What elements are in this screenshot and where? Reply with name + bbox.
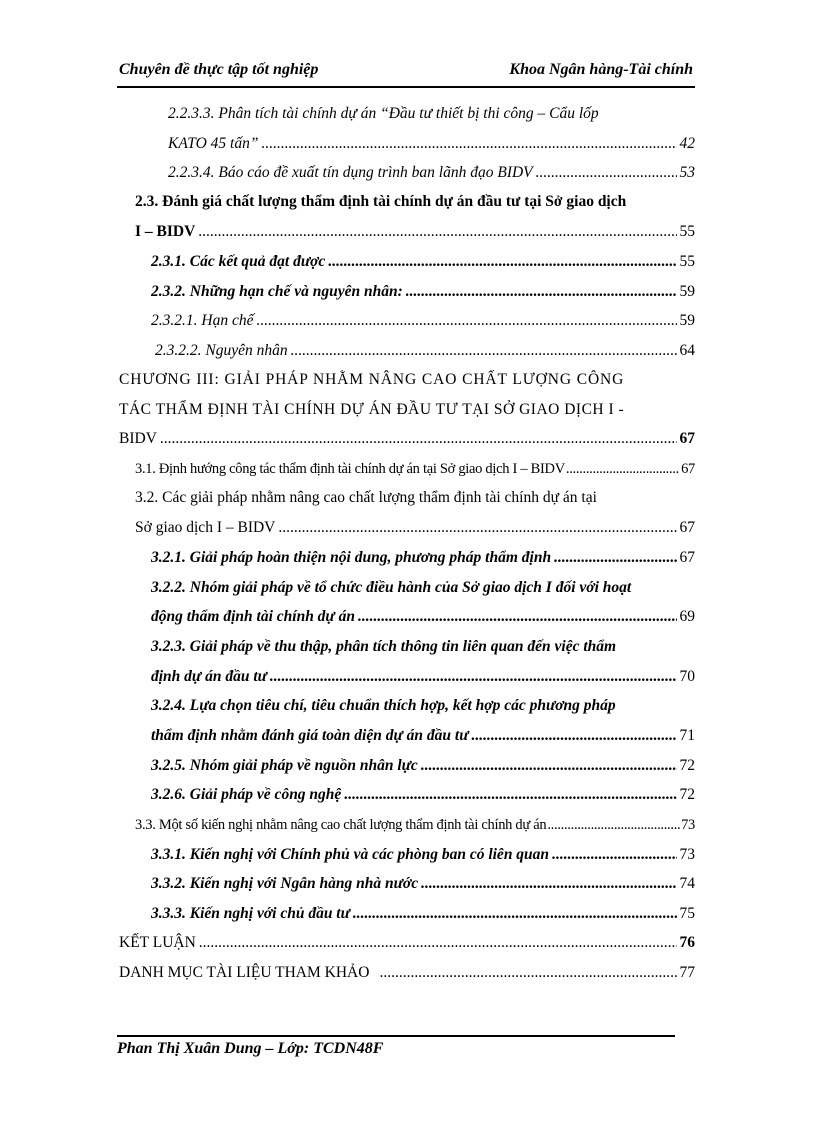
leader-dots	[256, 308, 676, 334]
leader-dots	[291, 338, 677, 364]
toc-entry-title: KẾT LUẬN	[119, 934, 196, 951]
toc-page-number: 59	[679, 283, 695, 300]
toc-entry-3-2-4-line2: thẩm định nhằm đánh giá toàn diện dự án đầu tư	[151, 727, 469, 744]
toc-page-number: 72	[679, 757, 695, 774]
toc-page-number: 69	[679, 608, 695, 625]
toc-entry-3-2-1	[151, 545, 695, 571]
leader-dots	[160, 426, 677, 452]
toc-entry-danh-muc	[119, 960, 695, 986]
toc-page-number: 64	[679, 342, 695, 359]
toc-entry-3-3-1	[151, 842, 695, 868]
leader-dots	[278, 515, 676, 541]
leader-dots	[421, 871, 676, 897]
toc-entry-3-2-4-line1: 3.2.4. Lựa chọn tiêu chí, tiêu chuẩn thích hợp, kết hợp các phương pháp	[151, 697, 616, 714]
toc-entry-3-2-line2: Sở giao dịch I – BIDV	[135, 519, 276, 536]
header-left: Chuyên đề thực tập tốt nghiệp	[119, 61, 319, 78]
page-header	[117, 58, 695, 88]
toc-entry-title: 3.2.6. Giải pháp về công nghệ	[151, 786, 342, 803]
toc-page-number: 67	[679, 519, 695, 536]
toc-entry-3-3-2	[151, 871, 695, 897]
toc-entry-2-3-2-1	[151, 308, 695, 334]
toc-entry-3-2-4	[151, 723, 695, 749]
toc-page-number: 72	[679, 786, 695, 803]
toc-page-number: 76	[679, 934, 695, 951]
toc-entry-title: 3.1. Định hướng công tác thẩm định tài chính dự án tại Sở giao dịch I – BIDV	[135, 461, 565, 477]
leader-dots	[552, 842, 676, 868]
toc-entry-3-2-2-line1: 3.2.2. Nhóm giải pháp về tổ chức điều hành của Sở giao dịch I đối với hoạt	[151, 579, 632, 596]
toc-entry-2-3-2-2	[155, 338, 695, 364]
leader-dots	[421, 753, 677, 779]
leader-dots	[554, 545, 676, 571]
leader-dots	[344, 782, 676, 808]
toc-chapter-3-line3: BIDV	[119, 430, 157, 447]
toc-entry-3-2-6	[151, 782, 695, 808]
toc-page-number: 59	[679, 312, 695, 329]
toc-entry-3-2-line1: 3.2. Các giải pháp nhằm nâng cao chất lượng thẩm định tài chính dự án tại	[135, 489, 597, 506]
toc-entry-3-2	[135, 515, 695, 541]
leader-dots	[198, 219, 676, 245]
leader-dots	[406, 279, 677, 305]
leader-dots	[379, 960, 676, 986]
toc-entry-title: 2.2.3.4. Báo cáo đề xuất tín dụng trình ban lãnh đạo BIDV	[168, 164, 533, 181]
toc-entry-3-2-3-line2: định dự án đầu tư	[151, 668, 267, 685]
leader-dots	[566, 456, 680, 482]
toc-entry-title: 3.3.1. Kiến nghị với Chính phủ và các phòng ban có liên quan	[151, 846, 550, 863]
toc-entry-title: 3.3.2. Kiến nghị với Ngân hàng nhà nước	[151, 875, 419, 892]
toc-page-number: 71	[679, 727, 695, 744]
toc-page-number: 73	[681, 817, 695, 833]
toc-page-number: 55	[679, 253, 695, 270]
toc-page-number: 73	[679, 846, 695, 863]
toc-page-number: 77	[679, 964, 695, 981]
toc-page-number: 70	[679, 668, 695, 685]
page-footer: Phan Thị Xuân Dung – Lớp: TCDN48F	[117, 1040, 384, 1057]
toc-entry-2-3	[135, 219, 695, 245]
toc-entry-2-2-3-4	[168, 160, 695, 186]
toc-entry-title: 2.3.2.2. Nguyên nhân	[155, 342, 288, 359]
toc-page-number: 75	[679, 905, 695, 922]
leader-dots	[270, 664, 677, 690]
toc-page-number: 67	[679, 430, 695, 447]
toc-entry-3-2-5	[151, 753, 695, 779]
toc-entry-title: 2.3.2.1. Hạn chế	[151, 312, 254, 329]
toc-entry-3-3-3	[151, 901, 695, 927]
leader-dots	[536, 160, 677, 186]
footer-divider	[117, 1035, 675, 1037]
toc-entry-3-2-2	[151, 604, 695, 630]
leader-dots	[328, 249, 676, 275]
toc-page-number: 67	[679, 549, 695, 566]
toc-entry-3-3	[135, 812, 695, 838]
toc-entry-title: 3.2.5. Nhóm giải pháp về nguồn nhân lực	[151, 757, 418, 774]
toc-entry-title: 3.2.1. Giải pháp hoàn thiện nội dung, phương pháp thẩm định	[151, 549, 552, 566]
toc-entry-2-2-3-3	[168, 131, 695, 157]
toc-entry-2-2-3-3-line1: 2.2.3.3. Phân tích tài chính dự án “Đầu tư thiết bị thi công – Cẩu lốp	[168, 105, 599, 122]
toc-entry-title: 3.3. Một số kiến nghị nhằm nâng cao chất lượng thẩm định tài chính dự án	[135, 817, 547, 833]
toc-entry-2-3-2	[151, 279, 695, 305]
toc-entry-2-3-1	[151, 249, 695, 275]
toc-page-number: 42	[679, 135, 695, 152]
toc-entry-3-2-3-line1: 3.2.3. Giải pháp về thu thập, phân tích thông tin liên quan đến việc thẩm	[151, 638, 617, 655]
toc-page-number: 67	[681, 461, 695, 477]
toc-entry-title: DANH MỤC TÀI LIỆU THAM KHẢO	[119, 964, 370, 981]
toc-entry-2-3-line1: 2.3. Đánh giá chất lượng thẩm định tài chính dự án đầu tư tại Sở giao dịch	[135, 193, 627, 210]
toc-entry-title: 2.3.1. Các kết quả đạt được	[151, 253, 326, 270]
toc-page-number: 55	[679, 223, 695, 240]
toc-chapter-3	[119, 426, 695, 452]
toc-chapter-3-line2: TÁC THẨM ĐỊNH TÀI CHÍNH DỰ ÁN ĐẦU TƯ TẠI SỞ GIAO DỊCH I -	[119, 401, 625, 418]
toc-entry-3-1	[135, 456, 695, 482]
toc-page-number: 74	[679, 875, 695, 892]
header-right: Khoa Ngân hàng-Tài chính	[509, 61, 693, 78]
toc-entry-ket-luan	[119, 930, 695, 956]
leader-dots	[199, 930, 677, 956]
leader-dots	[547, 812, 680, 838]
toc-entry-3-2-3	[151, 664, 695, 690]
leader-dots	[261, 131, 676, 157]
toc-entry-2-2-3-3-line2: KATO 45 tấn”	[168, 135, 259, 152]
toc-chapter-3-line1: CHƯƠNG III: GIẢI PHÁP NHẰM NÂNG CAO CHẤT LƯỢNG CÔNG	[119, 371, 625, 388]
toc-entry-2-3-line2: I – BIDV	[135, 223, 196, 240]
leader-dots	[353, 901, 677, 927]
toc-entry-title: 2.3.2. Những hạn chế và nguyên nhân:	[151, 283, 403, 300]
leader-dots	[471, 723, 676, 749]
leader-dots	[358, 604, 677, 630]
toc-entry-3-2-2-line2: động thẩm định tài chính dự án	[151, 608, 355, 625]
toc-page-number: 53	[679, 164, 695, 181]
toc-entry-title: 3.3.3. Kiến nghị với chủ đầu tư	[151, 905, 350, 922]
